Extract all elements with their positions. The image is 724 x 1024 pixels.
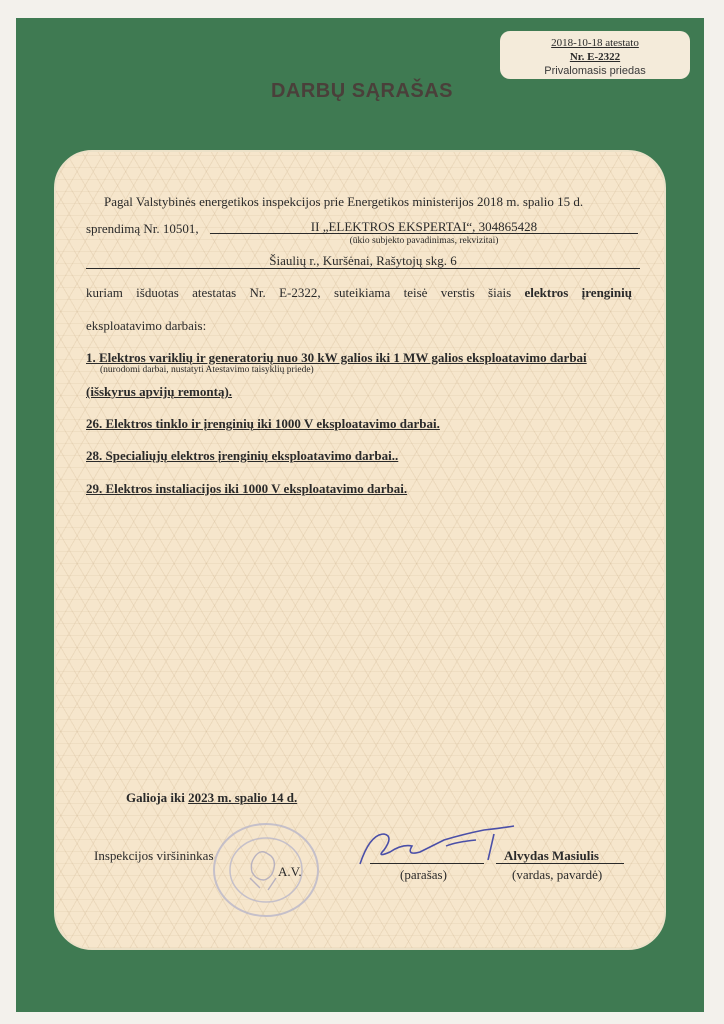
signature-underline — [370, 863, 484, 864]
work-item-29: 29. Elektros instaliacijos iki 1000 V eksploatavimo darbai. — [86, 481, 408, 496]
intro-line-5: eksploatavimo darbais: — [86, 318, 207, 333]
work-item-28: 28. Specialiųjų elektros įrenginių eksploatavimo darbai.. — [86, 448, 399, 463]
intro-line-4-bold: elektros įrenginių — [524, 285, 632, 300]
work-item-1: 1. Elektros variklių ir generatorių nuo 30 kW galios iki 1 MW galios eksploatavimo darbai — [86, 350, 587, 365]
validity-line — [126, 790, 297, 806]
entity-name: II „ELEKTROS EKSPERTAI“, 304865428 — [310, 219, 538, 234]
validity-date: 2023 m. spalio 14 d. — [188, 790, 298, 805]
annex-number: Nr. E-2322 — [569, 51, 621, 63]
signatory-name: Alvydas Masiulis — [504, 848, 599, 863]
handwritten-signature — [350, 822, 530, 872]
signature-caption: (parašas) — [400, 867, 447, 882]
official-seal — [206, 820, 328, 918]
entity-address: Šiaulių r., Kuršėnai, Rašytojų skg. 6 — [269, 253, 457, 268]
stamp-place-av: A.V. — [278, 864, 302, 879]
work-item-1-cont: (išskyrus apvijų remontą). — [86, 384, 233, 399]
signatory-role: Inspekcijos viršininkas — [94, 848, 214, 863]
intro-decision-prefix: sprendimą Nr. 10501, — [86, 221, 199, 236]
annex-label-box — [500, 31, 690, 79]
intro-line-1: Pagal Valstybinės energetikos inspekcijos prie Energetikos ministerijos 2018 m. spalio 15 d. — [104, 194, 584, 209]
work-item-1-caption: (nurodomi darbai, nustatyti Atestavimo taisyklių priede) — [100, 365, 314, 375]
intro-line-4 — [86, 285, 632, 301]
intro-line-4-text: kuriam išduotas atestatas Nr. E-2322, suteikiama teisė verstis šiais — [86, 285, 512, 300]
document-title: DARBŲ SĄRAŠAS — [270, 80, 454, 102]
annex-type: Privalomasis priedas — [544, 65, 646, 77]
annex-date: 2018-10-18 atestato — [551, 37, 639, 49]
validity-prefix: Galioja iki — [126, 790, 185, 805]
entity-caption: (ūkio subjekto pavadinimas, rekvizitai) — [349, 236, 499, 246]
work-item-26: 26. Elektros tinklo ir įrenginių iki 1000 V eksploatavimo darbai. — [86, 416, 440, 431]
name-caption: (vardas, pavardė) — [512, 867, 603, 882]
